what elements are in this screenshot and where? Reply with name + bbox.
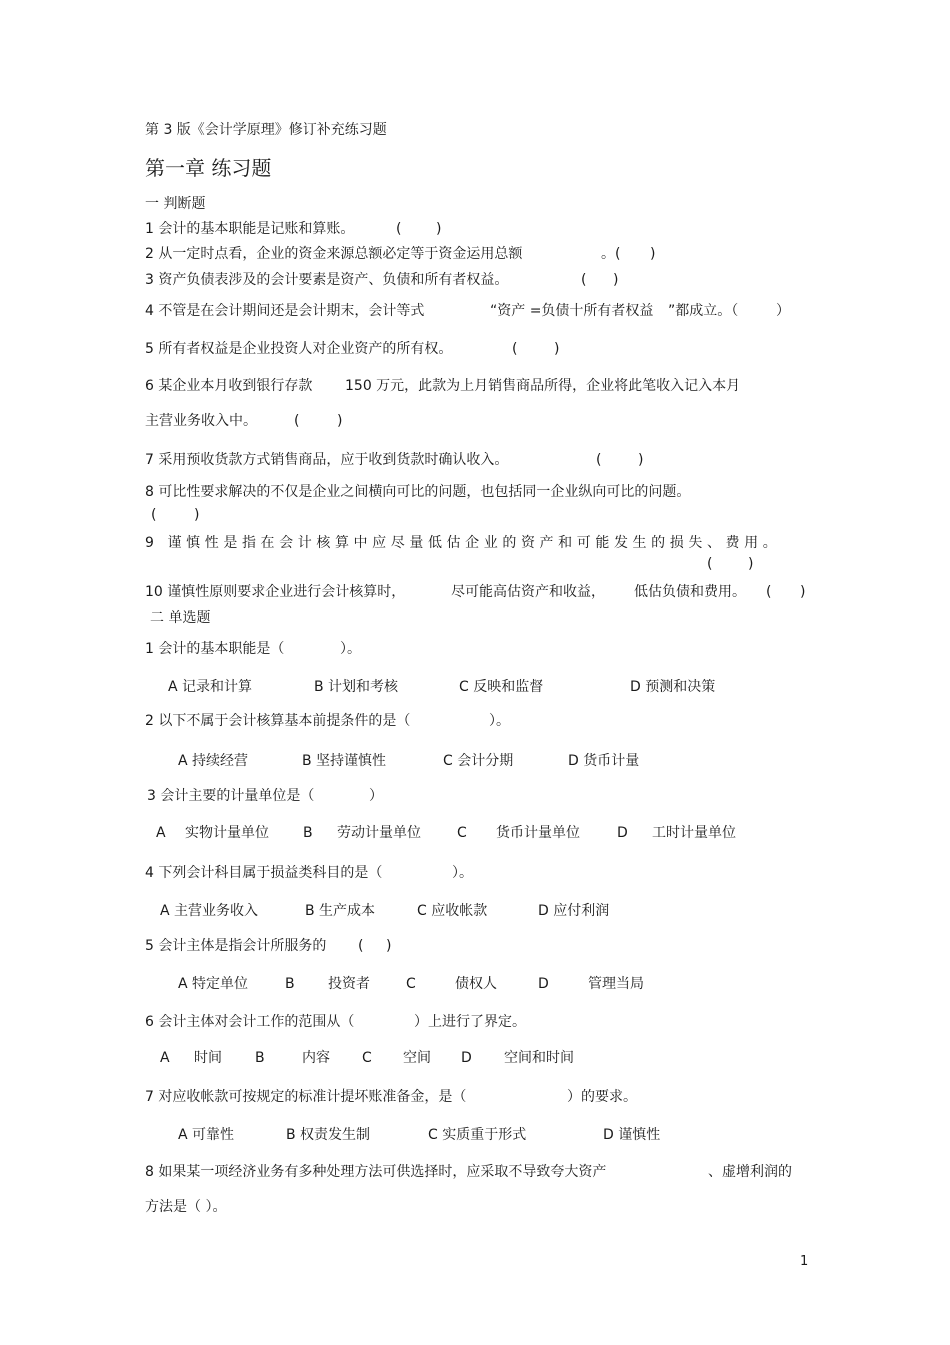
question-text: 10 谨慎性原则要求企业进行会计核算时， (145, 584, 406, 600)
question-stem-tail: ）的要求。 (567, 1089, 637, 1105)
section-title-true-false: 一 判断题 (145, 196, 206, 212)
question-text: 2 从一定时点看，企业的资金来源总额必定等于资金运用总额 (145, 246, 523, 262)
option-a-letter: A (160, 1050, 170, 1066)
question-stem-tail: ） (369, 788, 383, 804)
answer-paren-open: 。( (601, 246, 621, 262)
question-stem: 7 对应收帐款可按规定的标准计提坏账准备金，是（ (145, 1089, 467, 1105)
option-c: C 反映和监督 (459, 679, 544, 695)
option-d: D 应付利润 (538, 903, 610, 919)
question-stem-cont: 、虚增利润的 (708, 1164, 792, 1180)
question-stem: 2 以下不属于会计核算基本前提条件的是（ (145, 713, 411, 729)
question-stem-tail: ）。 (489, 713, 510, 729)
option-b: B 计划和考核 (314, 679, 399, 695)
answer-paren-close: ) (748, 556, 754, 572)
question-stem-tail: ）。 (340, 641, 361, 657)
option-b-letter: B (303, 825, 313, 841)
question-stem: 8 如果某一项经济业务有多种处理方法可供选择时，应采取不导致夸大资产 (145, 1164, 607, 1180)
option-b: 内容 (302, 1050, 330, 1066)
question-stem: 1 会计的基本职能是（ (145, 641, 285, 657)
section-title-single-choice: 二 单选题 (150, 610, 211, 626)
option-a: 时间 (194, 1050, 222, 1066)
question-stem: 4 下列会计科目属于损益类科目的是（ (145, 865, 383, 881)
answer-paren-close: ） (776, 303, 790, 319)
option-a: 实物计量单位 (185, 825, 269, 841)
question-text-cont: 低估负债和费用。 (634, 584, 746, 600)
answer-paren-close: ) (650, 246, 656, 262)
option-b: 投资者 (328, 976, 370, 992)
option-a: A 特定单位 (178, 976, 249, 992)
answer-paren-close: ) (386, 938, 392, 954)
option-d-letter: D (617, 825, 628, 841)
option-d: D 谨慎性 (603, 1127, 661, 1143)
option-a: A 持续经营 (178, 753, 249, 769)
answer-paren-close: ) (638, 452, 644, 468)
option-d: 空间和时间 (504, 1050, 574, 1066)
option-d-letter: D (461, 1050, 472, 1066)
document-title: 第 3 版《会计学原理》修订补充练习题 (145, 122, 387, 138)
option-c: 货币计量单位 (496, 825, 580, 841)
option-c: C 会计分期 (443, 753, 514, 769)
option-c: C 应收帐款 (417, 903, 488, 919)
question-stem-line2: 方法是（ ）。 (145, 1199, 227, 1215)
answer-paren-open: ( (512, 341, 518, 357)
option-a: A 记录和计算 (168, 679, 253, 695)
answer-paren-close: ) (194, 507, 200, 523)
page-number: 1 (800, 1254, 809, 1269)
answer-paren-open: ( (596, 452, 602, 468)
option-c-letter: C (406, 976, 416, 992)
question-text: 1 会计的基本职能是记账和算账。 (145, 221, 355, 237)
answer-paren-open: ( (707, 556, 713, 572)
option-a: A 主营业务收入 (160, 903, 259, 919)
question-stem: 5 会计主体是指会计所服务的 (145, 938, 327, 954)
answer-paren-close: ) (613, 272, 619, 288)
question-text: 9 谨慎性是指在会计核算中应尽量低估企业的资产和可能发生的损失、费用。 (145, 535, 782, 551)
question-text: 5 所有者权益是企业投资人对企业资产的所有权。 (145, 341, 453, 357)
option-b-letter: B (255, 1050, 265, 1066)
question-text-cont: 尽可能高估资产和收益， (451, 584, 605, 600)
option-d-letter: D (538, 976, 549, 992)
option-b: B 生产成本 (305, 903, 376, 919)
answer-paren-open: ( (151, 507, 157, 523)
option-c: 债权人 (455, 976, 497, 992)
question-text-quote: “资产 =负债十所有者权益 (490, 303, 654, 319)
question-text: 8 可比性要求解决的不仅是企业之间横向可比的问题，也包括同一企业纵向可比的问题。 (145, 484, 691, 500)
answer-paren-close: ) (554, 341, 560, 357)
question-text: 7 采用预收货款方式销售商品，应于收到货款时确认收入。 (145, 452, 509, 468)
option-a: A 可靠性 (178, 1127, 235, 1143)
answer-paren-open: ( (294, 413, 300, 429)
question-text: 4 不管是在会计期间还是会计期末，会计等式 (145, 303, 425, 319)
option-b-letter: B (285, 976, 295, 992)
chapter-title: 第一章 练习题 (145, 156, 272, 180)
answer-paren-open: ( (766, 584, 772, 600)
option-d: 工时计量单位 (652, 825, 736, 841)
question-text-cont: 150 万元，此款为上月销售商品所得，企业将此笔收入记入本月 (345, 378, 741, 394)
option-b: B 坚持谨慎性 (302, 753, 387, 769)
answer-paren-open: ( (581, 272, 587, 288)
answer-paren-close: ) (337, 413, 343, 429)
question-stem: 3 会计主要的计量单位是（ (147, 788, 315, 804)
option-c-letter: C (362, 1050, 372, 1066)
option-b: B 权责发生制 (286, 1127, 371, 1143)
question-text-tail: ”都成立。（ (668, 303, 739, 319)
answer-paren-open: ( (358, 938, 364, 954)
option-a-letter: A (156, 825, 166, 841)
question-stem-tail: ）上进行了界定。 (414, 1014, 526, 1030)
answer-paren-open: ( (396, 221, 402, 237)
option-b: 劳动计量单位 (337, 825, 421, 841)
question-stem: 6 会计主体对会计工作的范围从（ (145, 1014, 355, 1030)
answer-paren-close: ) (800, 584, 806, 600)
option-c-letter: C (457, 825, 467, 841)
option-d: D 货币计量 (568, 753, 640, 769)
option-d: D 预测和决策 (630, 679, 716, 695)
option-c: C 实质重于形式 (428, 1127, 527, 1143)
option-d: 管理当局 (588, 976, 644, 992)
question-text-line2: 主营业务收入中。 (145, 413, 257, 429)
question-text: 3 资产负债表涉及的会计要素是资产、负债和所有者权益。 (145, 272, 509, 288)
question-text: 6 某企业本月收到银行存款 (145, 378, 313, 394)
answer-paren-close: ) (436, 221, 442, 237)
option-c: 空间 (403, 1050, 431, 1066)
question-stem-tail: ）。 (452, 865, 473, 881)
